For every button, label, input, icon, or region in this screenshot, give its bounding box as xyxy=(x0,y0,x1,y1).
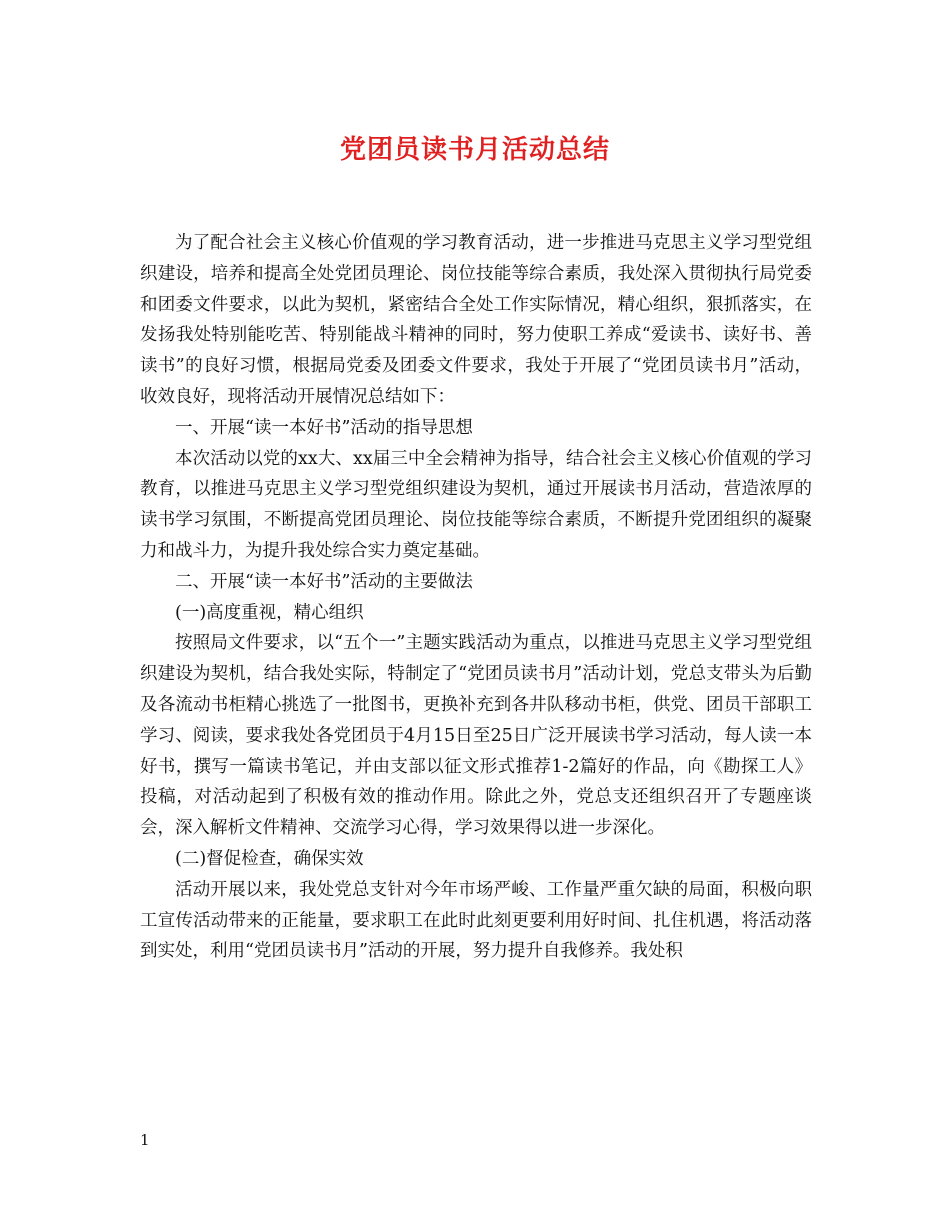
paragraph-guiding-ideology: 本次活动以党的xx大、xx届三中全会精神为指导，结合社会主义核心价值观的学习教育，以推进马克思主义学习型党组织建设为契机，通过开展读书月活动，营造浓厚的读书学习氛围，不断提高党团员理论、岗位技能等综合素质，不断提升党团组织的凝聚力和战斗力，为提升我处综合实力奠定基础。 xyxy=(140,448,812,561)
page-number: 1 xyxy=(140,1131,150,1149)
heading-main-practices: 二、开展“读一本好书”活动的主要做法 xyxy=(175,571,473,592)
document-title: 党团员读书月活动总结 xyxy=(339,135,610,165)
paragraph-supervise: 活动开展以来，我处党总支针对今年市场严峻、工作量严重欠缺的局面，积极向职工宣传活动带来的正能量，要求职工在此时此刻更要利用好时间、扎住机遇，将活动落到实处，利用“党团员读书月”活动的开展，努力提升自我修养。我处积 xyxy=(140,879,812,962)
heading-guiding-ideology: 一、开展“读一本好书”活动的指导思想 xyxy=(175,417,473,438)
paragraph-intro: 为了配合社会主义核心价值观的学习教育活动，进一步推进马克思主义学习型党组织建设，培养和提高全处党团员理论、岗位技能等综合素质，我处深入贯彻执行局党委和团委文件要求，以此为契机，紧密结合全处工作实际情况，精心组织，狠抓落实，在发扬我处特别能吃苦、特别能战斗精神的同时，努力使职工养成“爱读书、读好书、善读书”的良好习惯，根据局党委及团委文件要求，我处于开展了“党团员读书月”活动，收效良好，现将活动开展情况总结如下： xyxy=(140,233,812,407)
paragraph-organize: 按照局文件要求，以“五个一”主题实践活动为重点，以推进马克思主义学习型党组织建设为契机，结合我处实际，特制定了“党团员读书月”活动计划，党总支带头为后勤及各流动书柜精心挑选了一批图书，更换补充到各井队移动书柜，供党、团员干部职工学习、阅读，要求我处各党团员于4月15日至25日广泛开展读书学习活动，每人读一本好书，撰写一篇读书笔记，并由支部以征文形式推荐1-2篇好的作品，向《勘探工人》投稿，对活动起到了积极有效的推动作用。除此之外，党总支还组织召开了专题座谈会，深入解析文件精神、交流学习心得，学习效果得以进一步深化。 xyxy=(140,633,812,839)
subheading-organize: (一)高度重视，精心组织 xyxy=(175,602,364,623)
subheading-supervise: (二)督促检查，确保实效 xyxy=(175,848,364,869)
document-body xyxy=(140,228,812,967)
